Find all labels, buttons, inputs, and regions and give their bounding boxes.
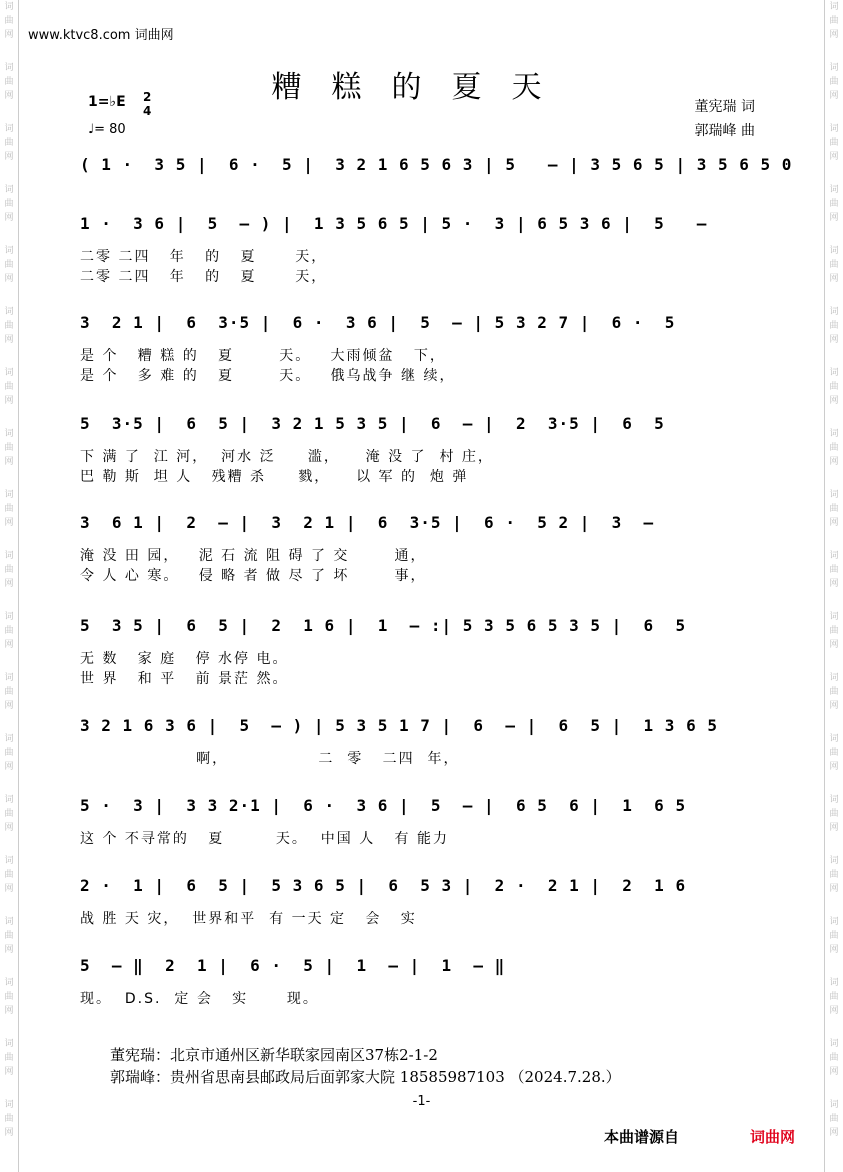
watermark-text: 词 曲 网: [4, 612, 14, 650]
watermark-text: 词 曲 网: [829, 856, 839, 894]
notation-line: 3 6 1 | 2 – | 3 2 1 | 6 3·5 | 6 · 5 2 | 3 –: [80, 513, 655, 532]
watermark-text: 词 曲 网: [829, 1100, 839, 1138]
watermark-text: 词 曲 网: [829, 978, 839, 1016]
song-title: 糟糕的夏天: [271, 70, 572, 105]
watermark-text: 词 曲 网: [4, 2, 14, 40]
notation-line: 3 2 1 | 6 3·5 | 6 · 3 6 | 5 – | 5 3 2 7 | 6 · 5: [80, 313, 676, 332]
key-signature: 1=♭E: [88, 94, 126, 110]
watermark-text: 词 曲 网: [4, 1039, 14, 1077]
watermark-text: 词 曲 网: [4, 978, 14, 1016]
watermark-text: 词 曲 网: [829, 63, 839, 101]
notation-line: 2 · 1 | 6 5 | 5 3 6 5 | 6 5 3 | 2 · 2 1 | 2 1 6: [80, 876, 687, 895]
watermark-text: 词 曲 网: [829, 734, 839, 772]
watermark-text: 词 曲 网: [4, 673, 14, 711]
lyricist-address: 董宪瑞：北京市通州区新华联家园南区37栋2-1-2: [110, 1046, 438, 1064]
source-label: 本曲谱源自: [604, 1128, 680, 1146]
lyric-line: 淹 没 田 园， 泥 石 流 阻 碍 了 交 通，: [80, 548, 427, 564]
lyric-line: 是 个 糟 糕 的 夏 天。 大雨倾盆 下，: [80, 348, 446, 364]
lyricist-credit: 董宪瑞 词: [694, 99, 755, 115]
watermark-text: 词 曲 网: [829, 2, 839, 40]
watermark-text: 词 曲 网: [829, 917, 839, 955]
watermark-text: 词 曲 网: [4, 856, 14, 894]
watermark-text: 词 曲 网: [829, 551, 839, 589]
watermark-left: [2, 0, 16, 1159]
watermark-text: 词 曲 网: [4, 124, 14, 162]
watermark-text: 词 曲 网: [4, 246, 14, 284]
composer-credit: 郭瑞峰 曲: [694, 123, 755, 139]
watermark-text: 词 曲 网: [4, 734, 14, 772]
watermark-text: 词 曲 网: [4, 1100, 14, 1138]
watermark-text: 词 曲 网: [829, 185, 839, 223]
watermark-text: 词 曲 网: [4, 490, 14, 528]
meter-top: 2: [143, 90, 152, 104]
watermark-text: 词 曲 网: [4, 368, 14, 406]
time-signature: [143, 90, 151, 118]
source-brand-link[interactable]: 词曲网: [750, 1128, 796, 1146]
notation-line: ( 1 · 3 5 | 6 · 5 | 3 2 1 6 5 6 3 | 5 – | 3 5 6 5 | 3 5 6 5 0: [80, 155, 793, 174]
lyric-line: 世 界 和 平 前 景茫 然。: [80, 671, 289, 687]
lyric-line: 啊， 二 零 二四 年，: [80, 751, 460, 767]
watermark-text: 词 曲 网: [829, 795, 839, 833]
watermark-text: 词 曲 网: [829, 368, 839, 406]
page-number: -1-: [412, 1094, 431, 1109]
notation-line: 5 – ‖ 2 1 | 6 · 5 | 1 – | 1 – ‖: [80, 956, 506, 975]
lyric-line: 这 个 不寻常的 夏 天。 中国 人 有 能力: [80, 831, 450, 847]
lyric-line: 二零 二四 年 的 夏 天，: [80, 249, 328, 265]
watermark-text: 词 曲 网: [4, 795, 14, 833]
notation-line: 5 · 3 | 3 3 2·1 | 6 · 3 6 | 5 – | 6 5 6 | 1 6 5: [80, 796, 687, 815]
watermark-text: 词 曲 网: [829, 673, 839, 711]
watermark-text: 词 曲 网: [4, 63, 14, 101]
notation-line: 3 2 1 6 3 6 | 5 – ) | 5 3 5 1 7 | 6 – | 6 5 | 1 3 6 5: [80, 716, 718, 735]
notation-line: 1 · 3 6 | 5 – ) | 1 3 5 6 5 | 5 · 3 | 6 5 3 6 | 5 –: [80, 214, 708, 233]
watermark-text: 词 曲 网: [829, 429, 839, 467]
watermark-text: 词 曲 网: [829, 612, 839, 650]
site-url[interactable]: www.ktvc8.com 词曲网: [28, 28, 174, 43]
watermark-text: 词 曲 网: [829, 490, 839, 528]
meter-bottom: 4: [143, 104, 152, 118]
watermark-text: 词 曲 网: [829, 124, 839, 162]
watermark-text: 词 曲 网: [4, 551, 14, 589]
lyric-line: 下 满 了 江 河， 河水 泛 滥， 淹 没 了 村 庄，: [80, 449, 494, 465]
lyric-line: 是 个 多 难 的 夏 天。 俄乌战争 继 续，: [80, 368, 456, 384]
notation-line: 5 3·5 | 6 5 | 3 2 1 5 3 5 | 6 – | 2 3·5 | 6 5: [80, 414, 665, 433]
watermark-text: 词 曲 网: [829, 1039, 839, 1077]
lyric-line: 战 胜 天 灾， 世界和平 有 一天 定 会 实: [80, 911, 417, 927]
watermark-text: 词 曲 网: [4, 429, 14, 467]
lyric-line: 令 人 心 寒。 侵 略 者 做 尽 了 坏 事，: [80, 568, 427, 584]
watermark-text: 词 曲 网: [4, 917, 14, 955]
lyric-line: 二零 二四 年 的 夏 天，: [80, 269, 328, 285]
lyric-line: 无 数 家 庭 停 水停 电。: [80, 651, 289, 667]
tempo-mark: ♩= 80: [88, 122, 126, 137]
watermark-right: [827, 0, 841, 1159]
watermark-text: 词 曲 网: [829, 246, 839, 284]
watermark-text: 词 曲 网: [4, 185, 14, 223]
notation-line: 5 3 5 | 6 5 | 2 1 6 | 1 – :| 5 3 5 6 5 3 5 | 6 5: [80, 616, 687, 635]
watermark-text: 词 曲 网: [829, 307, 839, 345]
composer-address: 郭瑞峰：贵州省思南县邮政局后面郭家大院 18585987103 （2024.7.28.）: [110, 1068, 621, 1086]
watermark-text: 词 曲 网: [4, 307, 14, 345]
lyric-line: 现。 D.S. 定 会 实 现。: [80, 991, 319, 1007]
lyric-line: 巴 勒 斯 坦 人 残糟 杀 戮， 以 军 的 炮 弹: [80, 469, 469, 485]
